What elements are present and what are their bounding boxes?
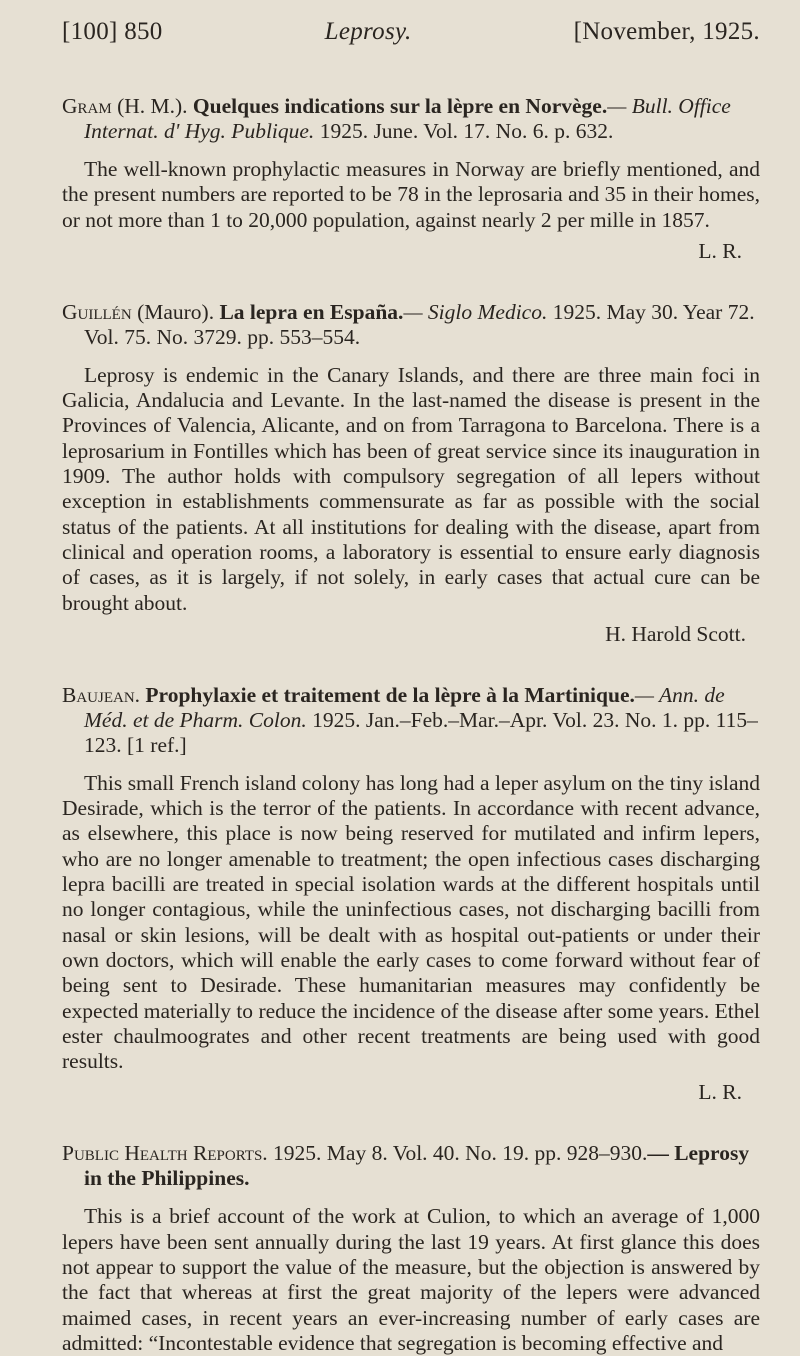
citation-details: 1925. May 30. Year 72. Vol. 75. No. 3729. pp. 553–554. xyxy=(84,299,755,349)
issue-date: [November, 1925. xyxy=(573,18,760,45)
citation-details: 1925. June. Vol. 17. No. 6. p. 632. xyxy=(319,119,614,143)
citation-author: Guillén xyxy=(62,299,132,324)
reviewer-signature: L. R. xyxy=(698,238,742,263)
abstract-text: This is a brief account of the work at Culion, to which an average of 1,000 lepers have been sent annually during the last 19 years. At first glance this does not appear to support the value of the measure, but the objection is answered by the fact that whereas at first the great majority of the lepers were advanced maimed cases, in recent years an ever-increasing number of early cases are admitted: “Incontestable evidence that segregation is becoming effective and xyxy=(62,1204,760,1355)
abstract-entry xyxy=(62,300,760,647)
citation-title: Prophylaxie et traitement de la lèpre à la Martinique. xyxy=(145,682,635,707)
citation-author: Gram xyxy=(62,94,112,118)
abstract-text: This small French island colony has long had a leper asylum on the tiny island Desirade, which is the terror of the patients. In accordance with recent advance, as elsewhere, this place is now being reserved for mutilated and infirm lepers, who are no longer amenable to treatment; the open infectious cases discharging lepra bacilli are treated in special isolation wards at the different hospitals until no longer contagious, while the uninfectious cases, not discharging bacilli from nasal or skin lesions, will be dealt with as hospital out-patients or under their own doctors, which will enable the early cases to come forward without fear of being sent to Desirade. These humanitarian measures may confidently be expected materially to reduce the incidence of the disease after some years. Ethel ester chaulmoogrates and other recent treatments are being used with good results. xyxy=(62,770,760,1074)
citation-author-rest: (Mauro). xyxy=(137,299,215,324)
abstract-entry xyxy=(62,94,760,264)
citation-title: — Leprosy in the Philippines. xyxy=(84,1141,750,1191)
citation-title: Quelques indications sur la lèpre en Norvège. xyxy=(192,94,608,118)
journal-section-title: Leprosy. xyxy=(324,18,412,45)
citation-source: — Ann. de Méd. et de Pharm. Colon. xyxy=(84,682,725,732)
citation-source: — Siglo Medico. xyxy=(403,299,548,324)
citation-author: Baujean. xyxy=(62,682,141,707)
citation xyxy=(62,1141,760,1191)
abstract-text: Leprosy is endemic in the Canary Islands, and there are three main foci in Galicia, Andalucia and Levante. In the last-named the disease is present in the Provinces of Valencia, Alicante, and on from Tarragona to Barcelona. There is a leprosarium in Fontilles which has been of great service since its inauguration in 1909. The author holds with compulsory segregation of all lepers without exception in establishments commensurate as far as possible with the social status of the patients. At all institutions for dealing with the disease, apart from clinical and operation rooms, a laboratory is essential to ensure early diagnosis of cases, as it is largely, if not solely, in early cases that actual cure can be brought about. xyxy=(62,362,760,615)
citation-author: Public Health Reports. xyxy=(62,1141,268,1166)
citation xyxy=(62,683,760,758)
reviewer-signature: L. R. xyxy=(698,1080,742,1105)
citation-source: — Bull. Office Internat. d' Hyg. Publique. xyxy=(84,94,731,143)
page-number: [100] 850 xyxy=(62,18,163,45)
abstract-entry xyxy=(62,683,760,1106)
abstract-text: The well-known prophylactic measures in Norway are briefly mentioned, and the present numbers are reported to be 78 in the leprosaria and 35 in their homes, or not more than 1 to 20,000 population, against nearly 2 per mille in 1857. xyxy=(62,157,760,232)
citation-title: La lepra en España. xyxy=(219,299,404,324)
reviewer-signature: H. Harold Scott. xyxy=(605,621,746,646)
citation xyxy=(62,94,760,144)
citation-details: 1925. May 8. Vol. 40. No. 19. pp. 928–930. xyxy=(273,1141,648,1166)
running-head xyxy=(62,18,760,58)
citation-details: 1925. Jan.–Feb.–Mar.–Apr. Vol. 23. No. 1. pp. 115–123. [1 ref.] xyxy=(84,707,758,757)
abstract-entry xyxy=(62,1141,760,1356)
citation-author-rest: (H. M.). xyxy=(117,94,188,118)
citation xyxy=(62,300,760,350)
